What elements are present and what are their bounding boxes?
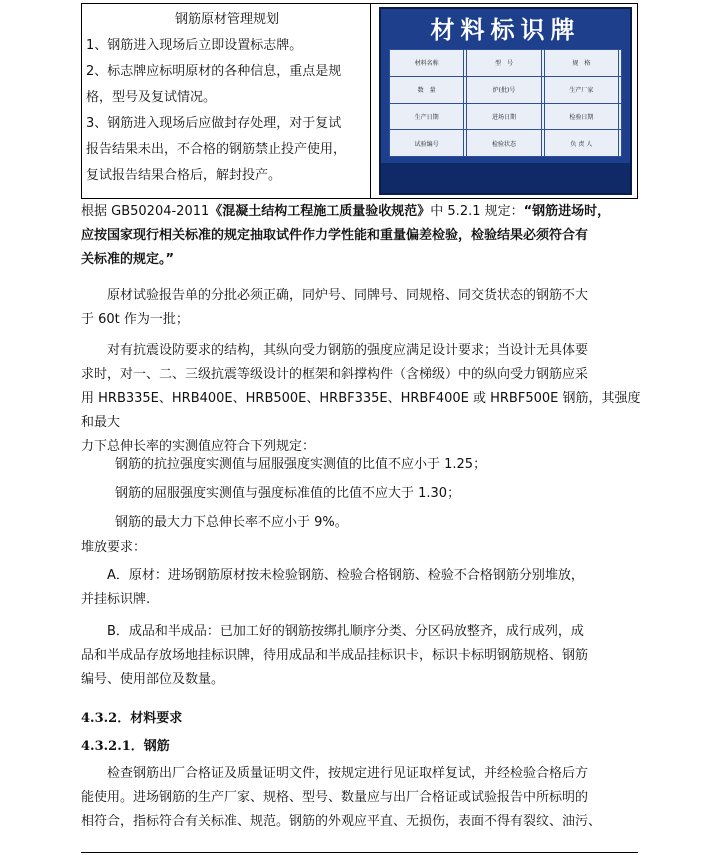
seismic-paragraph — [81, 339, 641, 459]
requirement-item: 钢筋的屈服强度实测值与强度标准值的比值不应大于 1.30； — [115, 486, 461, 501]
seismic-line: 求时，对一、二、三级抗震等级设计的框架和斜撑构件（含梯级）中的纵向受力钢筋应采 — [81, 367, 589, 382]
table-text-cell — [86, 7, 368, 189]
quote-text: 关标准的规定。” — [81, 252, 175, 267]
batch-paragraph — [81, 284, 641, 332]
code-text: 中 5.2.1 规定： — [430, 204, 524, 219]
sign-cell: 试验编号 — [390, 130, 464, 157]
requirements-list — [115, 450, 675, 537]
sign-cell — [619, 50, 622, 77]
sign-cell: 炉(批)号 — [467, 76, 541, 103]
quote-text: 应按国家现行相关标准的规定抽取试件作力学性能和重量偏差检验，检验结果必须符合有 — [81, 228, 589, 243]
finished-line: 编号、使用部位及数量。 — [81, 672, 225, 687]
table-line: 3、钢筋进入现场后应做封存处理，对于复试 — [86, 116, 342, 131]
inspection-line: 检查钢筋出厂合格证及质量证明文件，按规定进行见证取样复试，并经检验合格后方 — [107, 766, 589, 781]
table-divider — [370, 4, 371, 198]
batch-line: 原材试验报告单的分批必须正确，同炉号、同牌号、同规格、同交货状态的钢筋不大 — [107, 288, 589, 303]
footer-rule — [81, 852, 638, 853]
seismic-line: 力下总伸长率的实测值应符合下列规定： — [81, 439, 316, 454]
sign-cell — [619, 130, 622, 157]
inspection-line: 相符合，指标符合有关标准、规范。钢筋的外观应平直、无损伤，表面不得有裂纹、油污、 — [81, 814, 602, 829]
standard-title: 《混凝土结构工程施工质量验收规范》 — [209, 204, 431, 219]
inspection-line: 能使用。进场钢筋的生产厂家、规格、型号、数量应与出厂合格证或试验报告中所标明的 — [81, 790, 589, 805]
sign-cell: 生产厂家 — [544, 76, 618, 103]
raw-material-line: A．原材：进场钢筋原材按未检验钢筋、检验合格钢筋、检验不合格钢筋分别堆放， — [107, 568, 584, 583]
sign-photo-base — [381, 163, 630, 193]
sign-cell: 检验状态 — [467, 130, 541, 157]
material-sign-photo — [379, 7, 632, 195]
section-heading: 4.3.2．材料要求 — [81, 711, 183, 726]
requirement-item: 钢筋的抗拉强度实测值与屈服强度实测值的比值不应小于 1.25； — [115, 457, 487, 472]
management-table — [81, 3, 638, 199]
batch-line: 于 60t 作为一批； — [81, 312, 189, 327]
sign-cell: 规 格 — [544, 50, 618, 77]
raw-material-paragraph — [81, 564, 641, 612]
sign-cell: 进场日期 — [467, 103, 541, 130]
sign-cell: 数 量 — [390, 76, 464, 103]
code-text: 根据 GB50204-2011 — [81, 204, 210, 219]
requirement-item: 钢筋的最大力下总伸长率不应小于 9%。 — [115, 515, 348, 530]
sign-cell: 负 责 人 — [544, 130, 618, 157]
seismic-line: 用 HRB335E、HRB400E、HRB500E、HRBF335E、HRBF400E 或 HRBF500E 钢筋，其强度和最大 — [81, 391, 641, 430]
sign-cell: 型 号 — [467, 50, 541, 77]
inspection-paragraph — [81, 762, 641, 834]
seismic-line: 对有抗震设防要求的结构，其纵向受力钢筋的强度应满足设计要求；当设计无具体要 — [107, 343, 589, 358]
finished-line: 品和半成品存放场地挂标识牌，待用成品和半成品挂标识卡，标识卡标明钢筋规格、钢筋 — [81, 648, 589, 663]
table-line: 1、钢筋进入现场后立即设置标志牌。 — [86, 38, 303, 53]
subsection-heading: 4.3.2.1．钢筋 — [81, 739, 170, 754]
raw-material-line: 并挂标识牌. — [81, 592, 151, 607]
table-line: 报告结果未出，不合格的钢筋禁止投产使用， — [86, 142, 347, 157]
code-paragraph — [81, 200, 641, 272]
sign-cell: 检验日期 — [544, 103, 618, 130]
table-line: 格，型号及复试情况。 — [86, 90, 217, 105]
table-line: 2、标志牌应标明原材的各种信息，重点是规 — [86, 64, 342, 79]
stack-title: 堆放要求： — [81, 540, 147, 555]
table-title: 钢筋原材管理规划 — [174, 12, 279, 27]
sign-cell: 生产日期 — [390, 103, 464, 130]
quote-text: “钢筋进场时， — [523, 204, 611, 219]
finished-paragraph — [81, 620, 641, 692]
sign-heading: 材料标识牌 — [430, 15, 581, 44]
sign-cell: 材料名称 — [390, 50, 464, 77]
table-line: 复试报告结果合格后，解封投产。 — [86, 168, 282, 183]
sign-cell — [619, 103, 622, 130]
sign-grid — [389, 49, 622, 157]
finished-line: B．成品和半成品：已加工好的钢筋按绑扎顺序分类、分区码放整齐，成行成列，成 — [107, 624, 584, 639]
sign-cell — [619, 76, 622, 103]
